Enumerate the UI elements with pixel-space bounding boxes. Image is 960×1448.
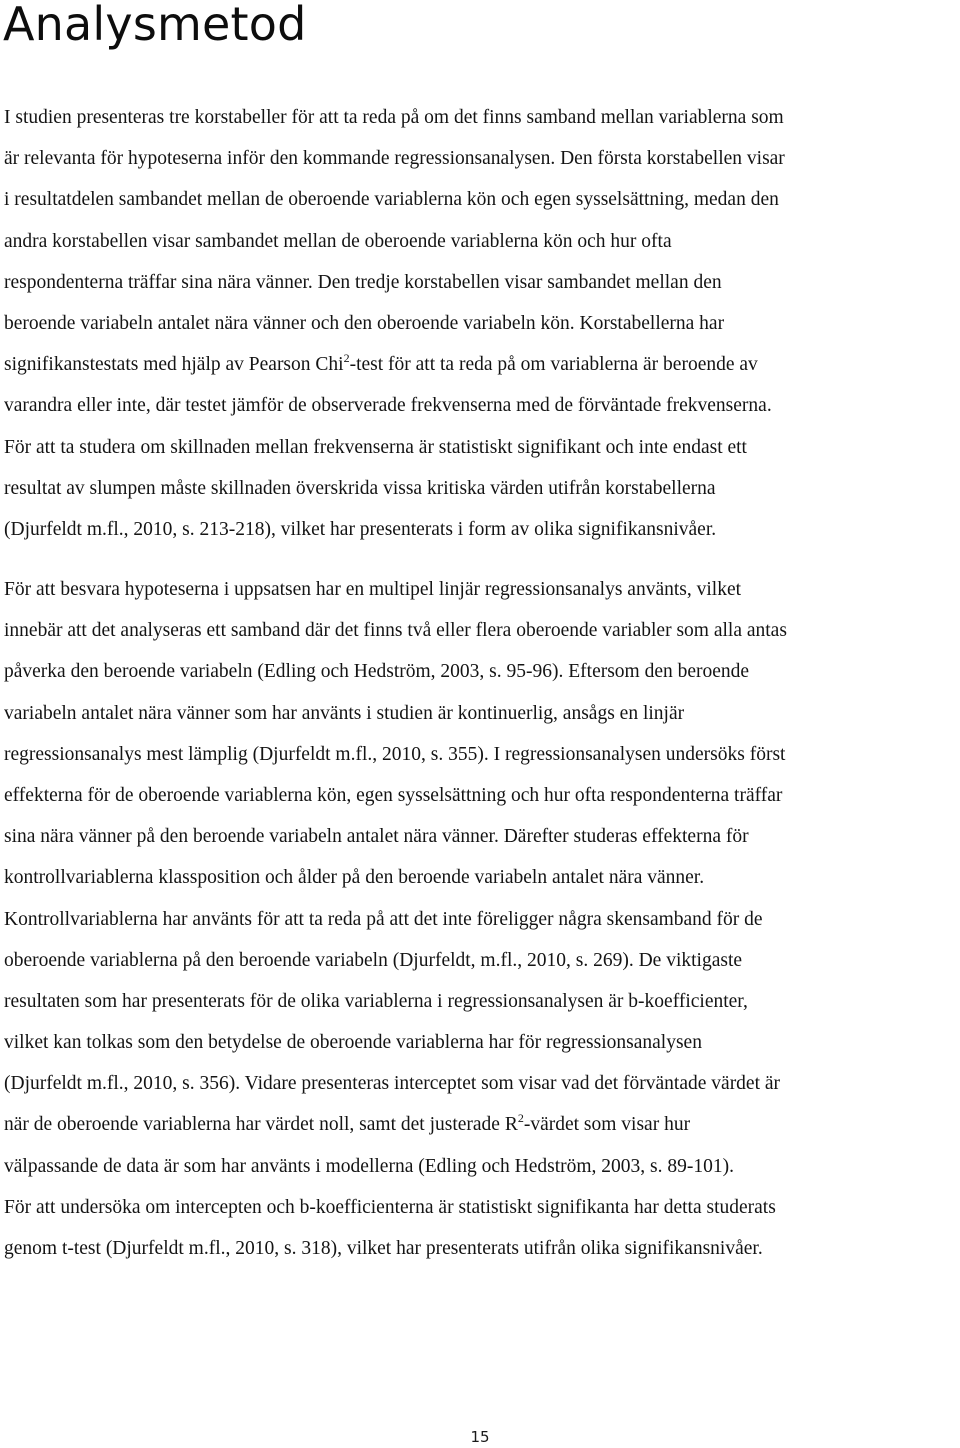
text-line: sina nära vänner på den beroende variabeln antalet nära vänner. Därefter studeras effekterna för	[4, 826, 749, 848]
text-line: För att besvara hypoteserna i uppsatsen har en multipel linjär regressionsanalys använts, vilket	[4, 579, 742, 600]
text-line: innebär att det analyseras ett samband där det finns två eller flera oberoende variabler som alla antas	[4, 620, 787, 642]
text-line: Kontrollvariablerna har använts för att ta reda på att det inte föreligger några skensamband för de	[4, 908, 763, 930]
section-heading: Analysmetod	[3, 0, 307, 51]
paragraph-regression	[4, 569, 960, 1269]
text-line-chi-square	[4, 344, 960, 385]
text-line: regressionsanalys mest lämplig (Djurfeldt m.fl., 2010, s. 355). I regressionsanalysen undersöks först	[4, 743, 786, 765]
text-line: oberoende variablerna på den beroende variabeln (Djurfeldt, m.fl., 2010, s. 269). De viktigaste	[4, 949, 743, 971]
text-line: påverka den beroende variabeln (Edling och Hedström, 2003, s. 95-96). Eftersom den beroende	[4, 661, 750, 683]
text-line: respondenterna träffar sina nära vänner. Den tredje korstabellen visar sambandet mellan den	[4, 271, 722, 293]
text-line: (Djurfeldt m.fl., 2010, s. 356). Vidare presenteras interceptet som visar vad det förväntade värdet är	[4, 1073, 781, 1095]
text-line-r-squared	[4, 1104, 960, 1145]
chi-superscript: 2	[343, 350, 350, 365]
r2-text-after: -värdet som visar hur	[523, 1114, 691, 1136]
text-line: kontrollvariablerna klassposition och ålder på den beroende variabeln antalet nära vänner.	[4, 867, 705, 889]
text-line: resultat av slumpen måste skillnaden överskrida vissa kritiska värden utifrån korstabellerna	[4, 477, 716, 499]
text-line: För att ta studera om skillnaden mellan frekvenserna är statistiskt signifikant och inte endast ett	[4, 436, 747, 458]
chi-text-before: signifikanstestats med hjälp av Pearson Chi	[4, 354, 344, 376]
paragraph-cross-tables	[4, 97, 960, 550]
text-line: i resultatdelen sambandet mellan de oberoende variablerna kön och egen sysselsättning, medan den	[4, 189, 779, 211]
text-line: effekterna för de oberoende variablerna kön, egen sysselsättning och hur ofta respondenterna träffar	[4, 784, 783, 806]
text-line: beroende variabeln antalet nära vänner och den oberoende variabeln kön. Korstabellerna har	[4, 312, 725, 334]
text-line: variabeln antalet nära vänner som har använts i studien är kontinuerlig, ansågs en linjär	[4, 702, 685, 724]
text-line: I studien presenteras tre korstabeller för att ta reda på om det finns samband mellan variablerna som	[4, 107, 784, 128]
r2-text-before: när de oberoende variablerna har värdet noll, samt det justerade R	[4, 1114, 518, 1136]
text-line: (Djurfeldt m.fl., 2010, s. 213-218), vilket har presenterats i form av olika signifikansnivåer.	[4, 518, 717, 540]
r2-superscript: 2	[517, 1110, 524, 1125]
page-number: 15	[470, 1428, 490, 1446]
text-line: resultaten som har presenterats för de olika variablerna i regressionsanalysen är b-koefficienter,	[4, 990, 748, 1012]
text-line: genom t-test (Djurfeldt m.fl., 2010, s. 318), vilket har presenterats utifrån olika signifikansnivåer.	[4, 1238, 763, 1259]
text-line: vilket kan tolkas som den betydelse de oberoende variablerna har för regressionsanalysen	[4, 1032, 702, 1054]
text-line: är relevanta för hypoteserna inför den kommande regressionsanalysen. Den första korstabellen visar	[4, 148, 785, 170]
text-line: andra korstabellen visar sambandet mellan de oberoende variablerna kön och hur ofta	[4, 230, 672, 252]
text-line: varandra eller inte, där testet jämför de observerade frekvenserna med de förväntade frekvenserna.	[4, 395, 772, 417]
text-line: För att undersöka om intercepten och b-koefficienterna är statistiskt signifikanta har detta studerats	[4, 1196, 776, 1218]
text-line: välpassande de data är som har använts i modellerna (Edling och Hedström, 2003, s. 89-101).	[4, 1155, 734, 1177]
chi-text-after: -test för att ta reda på om variablerna är beroende av	[349, 354, 758, 376]
